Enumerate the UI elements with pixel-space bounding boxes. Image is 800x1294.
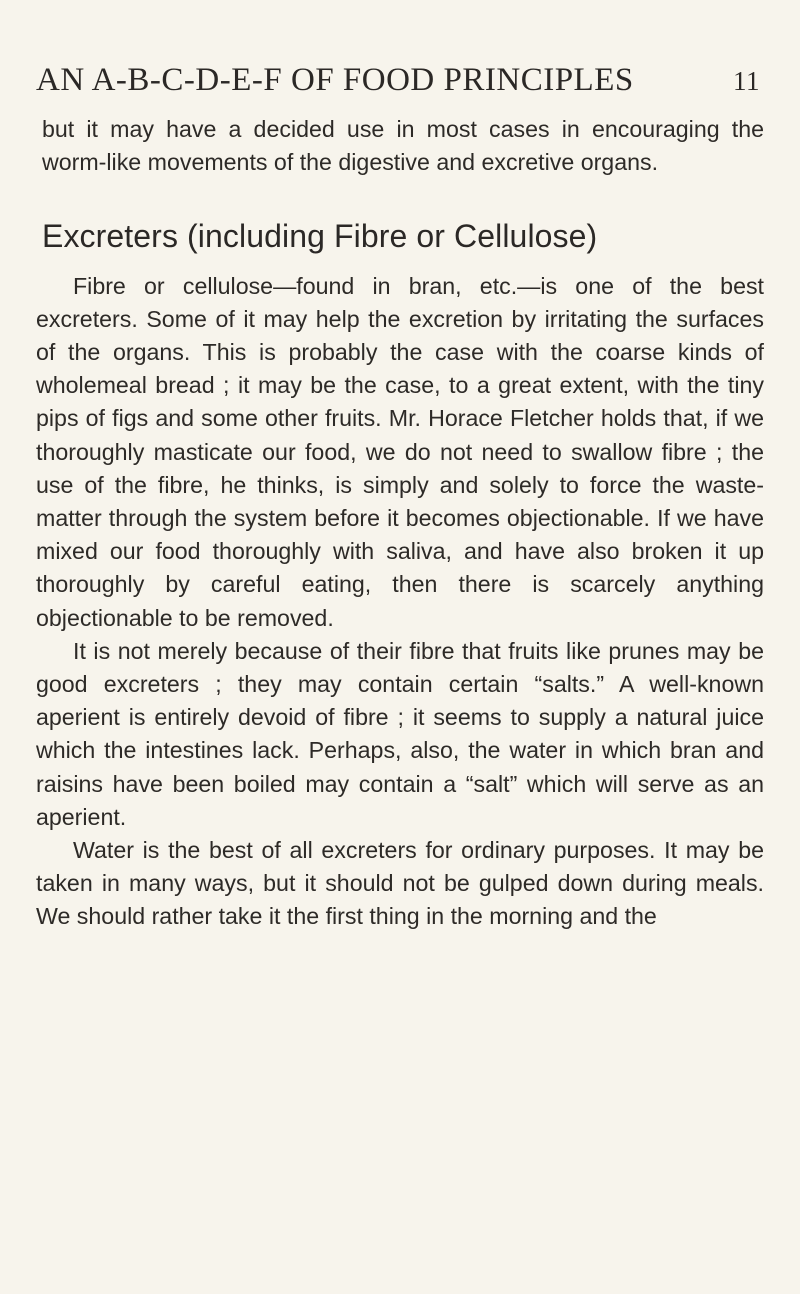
running-title: AN A-B-C-D-E-F OF FOOD PRINCIPLES (36, 62, 634, 98)
paragraph-fibre: Fibre or cellulose—found in bran, etc.—is one of the best excreters. Some of it may help the excretion by irritating the surfaces of the organs. This is probably the case with the coarse kinds of wholemeal bread ; it may be the case, to a great extent, with the tiny pips of figs and some other fruits. Mr. Horace Fletcher holds that, if we thoroughly masticate our food, we do not need to swallow fibre ; the use of the fibre, he thinks, is simply and solely to force the waste-matter through the system before it becomes objectionable. If we have mixed our food thoroughly with saliva, and have also broken it up thoroughly by careful eating, then there is scarcely anything objectionable to be removed. (36, 272, 764, 631)
page-number: 11 (733, 66, 760, 96)
book-page (36, 62, 764, 934)
section-heading: Excreters (including Fibre or Cellulose) (42, 218, 598, 255)
paragraph-prunes: It is not merely because of their fibre that fruits like prunes may be good excreters ; they may contain certain “salts.” A well-known aperient is entirely devoid of fibre ; it seems to supply a natural juice which the intestines lack. Perhaps, also, the water in which bran and raisins have been boiled may contain a “salt” which will serve as an aperient. (36, 637, 764, 830)
running-header (36, 62, 764, 99)
paragraph-water: Water is the best of all excreters for ordinary purposes. It may be taken in many ways, but it should not be gulped down during meals. We should rather take it the first thing in the morning and the (36, 837, 764, 930)
body-text (36, 113, 764, 934)
continued-paragraph: but it may have a decided use in most cases in encouraging the worm-like movements of the digestive and excretive organs. (42, 116, 764, 176)
